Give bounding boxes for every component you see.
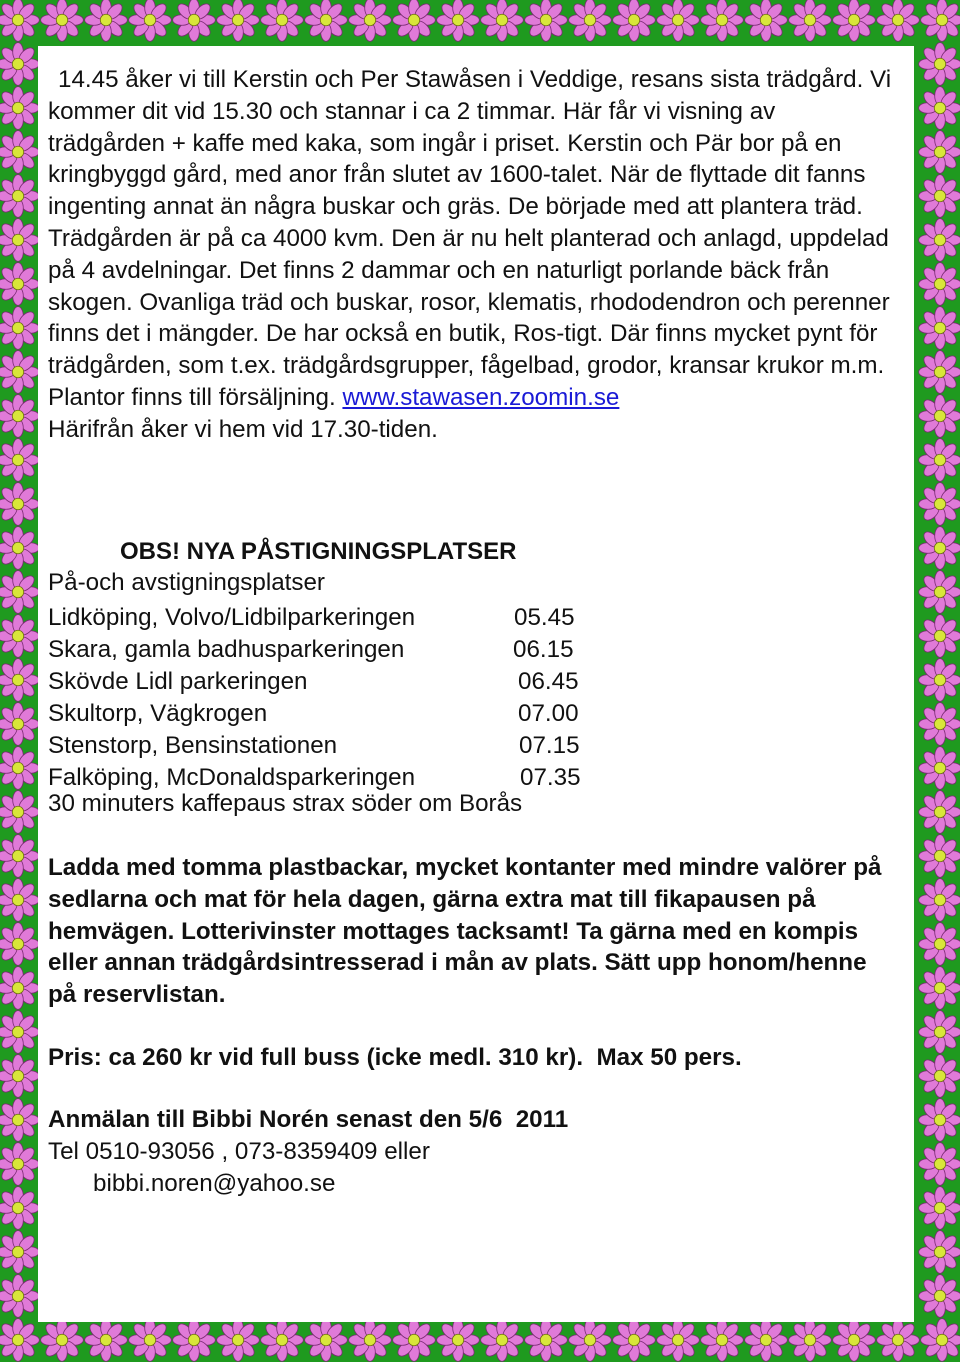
pickup-stop-row (48, 602, 748, 634)
flower-icon (0, 747, 39, 790)
flower-icon (261, 1319, 304, 1362)
stop-place: Skultorp, Vägkrogen (48, 700, 268, 727)
flower-icon (0, 307, 39, 350)
stop-place: Stenstorp, Bensinstationen (48, 732, 338, 759)
flower-icon (921, 1319, 960, 1362)
flower-icon (305, 0, 348, 41)
flower-icon (0, 1099, 39, 1142)
flower-icon (919, 747, 960, 790)
flower-icon (0, 571, 39, 614)
stop-time: 06.45 (518, 668, 579, 695)
flower-icon (0, 1275, 39, 1318)
flower-icon (173, 0, 216, 41)
flower-icon (919, 1011, 960, 1054)
flower-icon (657, 0, 700, 41)
flower-icon (0, 219, 39, 262)
pickup-stop-row (48, 666, 748, 698)
flower-icon (525, 1319, 568, 1362)
flower-icon (261, 0, 304, 41)
flower-icon (919, 175, 960, 218)
flower-icon (919, 1187, 960, 1230)
flower-icon (0, 879, 39, 922)
signup-heading: Anmälan till Bibbi Norén senast den 5/6 2011 (48, 1106, 569, 1133)
flower-icon (0, 175, 39, 218)
flower-icon (0, 923, 39, 966)
flower-icon (919, 219, 960, 262)
flower-icon (919, 615, 960, 658)
flower-icon (877, 1319, 920, 1362)
flower-icon (919, 791, 960, 834)
flower-icon (745, 1319, 788, 1362)
flower-icon (919, 1055, 960, 1098)
flower-icon (919, 395, 960, 438)
stop-time: 07.00 (518, 700, 579, 727)
pickup-stop-row (48, 634, 748, 666)
flower-icon (481, 0, 524, 41)
flower-icon (919, 351, 960, 394)
flower-icon (0, 0, 39, 41)
stops-subtitle: På-och avstigningsplatser (48, 569, 325, 596)
flower-icon (41, 0, 84, 41)
flower-icon (0, 791, 39, 834)
flower-icon (613, 1319, 656, 1362)
flower-icon (613, 0, 656, 41)
flower-icon (919, 1099, 960, 1142)
flower-icon (0, 659, 39, 702)
flower-icon (0, 131, 39, 174)
flower-icon (877, 0, 920, 41)
flower-icon (349, 0, 392, 41)
flower-icon (0, 1055, 39, 1098)
flower-icon (919, 131, 960, 174)
flower-icon (0, 87, 39, 130)
flower-icon (0, 967, 39, 1010)
price-line: Pris: ca 260 kr vid full buss (icke medl. 310 kr). Max 50 pers. (48, 1044, 742, 1071)
flower-icon (217, 1319, 260, 1362)
stop-place: Falköping, McDonaldsparkeringen (48, 764, 416, 791)
flower-icon (0, 1319, 39, 1362)
flower-icon (437, 1319, 480, 1362)
flower-icon (657, 1319, 700, 1362)
flower-icon (173, 1319, 216, 1362)
itinerary-intro: 14.45 åker vi till Kerstin och Per Stawåsen i Veddige, resans sista trädgård. Vi kommer dit vid 15.30 och stannar i ca 2 timmar. Här får vi visning av trädgården + kaffe med kaka, som ingår i priset. (48, 66, 892, 157)
contact-email[interactable]: bibbi.noren@yahoo.se (93, 1170, 336, 1197)
flower-icon (0, 439, 39, 482)
flower-icon (0, 263, 39, 306)
stop-place: Skövde Lidl parkeringen (48, 668, 308, 695)
contact-phones: Tel 0510-93056 , 073-8359409 eller (48, 1138, 430, 1165)
flower-icon (0, 1143, 39, 1186)
flower-icon (919, 967, 960, 1010)
flower-icon (0, 527, 39, 570)
flower-icon (569, 0, 612, 41)
obs-heading: OBS! NYA PÅSTIGNINGSPLATSER (120, 538, 517, 565)
flower-icon (0, 395, 39, 438)
flower-icon (0, 703, 39, 746)
flower-icon (85, 1319, 128, 1362)
flower-icon (919, 1143, 960, 1186)
garden-description: Kerstin och Pär bor på en kringbyggd gård, med anor från slutet av 1600-talet. När de flyttade dit fanns ingenting annat än några buskar och gräs. De började med att plantera träd. Trädgården är på ca 4000 kvm. Den är nu helt planterad och anlagd, uppdelad på 4 avdelningar. Det finns 2 dammar och en naturligt porlande bäck från skogen. Ovanliga träd och buskar, rosor, klematis, rhododendron och perenner finns det i mängder. De har också en butik, Ros-tigt. Där finns mycket pynt för trädgården, som t.ex. trädgårdsgrupper, fågelbad, grodor, kransar krukor m.m. Plantor finns till försäljning. (48, 129, 890, 411)
stop-time: 06.15 (513, 636, 574, 663)
flower-icon (0, 1231, 39, 1274)
flower-icon (481, 1319, 524, 1362)
flower-icon (833, 1319, 876, 1362)
content-panel (38, 46, 914, 1322)
flower-icon (129, 1319, 172, 1362)
stop-place: Skara, gamla badhusparkeringen (48, 636, 405, 663)
flower-icon (0, 1187, 39, 1230)
flower-icon (0, 835, 39, 878)
flower-icon (393, 1319, 436, 1362)
flower-icon (919, 483, 960, 526)
flower-icon (919, 87, 960, 130)
flower-icon (305, 1319, 348, 1362)
stop-time: 07.35 (520, 764, 581, 791)
flower-icon (701, 1319, 744, 1362)
flower-icon (437, 0, 480, 41)
flower-icon (349, 1319, 392, 1362)
pickup-stop-row (48, 730, 748, 762)
stop-place: Lidköping, Volvo/Lidbilparkeringen (48, 604, 416, 631)
flower-icon (0, 483, 39, 526)
flower-icon (0, 615, 39, 658)
flower-icon (525, 0, 568, 41)
flower-icon (217, 0, 260, 41)
flower-icon (789, 0, 832, 41)
flower-icon (921, 0, 960, 41)
flower-icon (41, 1319, 84, 1362)
flower-icon (569, 1319, 612, 1362)
coffee-break-note: 30 minuters kaffepaus strax söder om Borås (48, 790, 523, 817)
packing-notice: Ladda med tomma plastbackar, mycket kontanter med mindre valörer på sedlarna och mat för hela dagen, gärna extra mat till fikapausen på hemvägen. Lotterivinster mottages tacksamt! Ta gärna med en kompis eller annan trädgårdsintresserad i mån av plats. Sätt upp honom/henne på reservlistan. (48, 854, 882, 1009)
flower-icon (919, 527, 960, 570)
flower-icon (745, 0, 788, 41)
flower-icon (393, 0, 436, 41)
pickup-stop-row (48, 698, 748, 730)
flower-icon (0, 351, 39, 394)
return-time: Härifrån åker vi hem vid 17.30-tiden. (48, 415, 438, 443)
flower-icon (919, 1231, 960, 1274)
flower-icon (85, 0, 128, 41)
flower-icon (129, 0, 172, 41)
stop-time: 05.45 (514, 604, 575, 631)
flower-icon (919, 43, 960, 86)
flower-icon (919, 835, 960, 878)
flower-icon (919, 659, 960, 702)
flower-icon (0, 43, 39, 86)
flower-icon (919, 439, 960, 482)
itinerary-paragraph (48, 64, 898, 446)
flower-icon (789, 1319, 832, 1362)
garden-website-link[interactable]: www.stawasen.zoomin.se (342, 383, 620, 411)
stop-time: 07.15 (519, 732, 580, 759)
flower-icon (919, 571, 960, 614)
flower-icon (919, 923, 960, 966)
flower-icon (919, 879, 960, 922)
flower-icon (919, 307, 960, 350)
flower-icon (919, 1275, 960, 1318)
flower-icon (0, 1011, 39, 1054)
flower-icon (833, 0, 876, 41)
flower-icon (919, 703, 960, 746)
flower-icon (919, 263, 960, 306)
flower-icon (701, 0, 744, 41)
